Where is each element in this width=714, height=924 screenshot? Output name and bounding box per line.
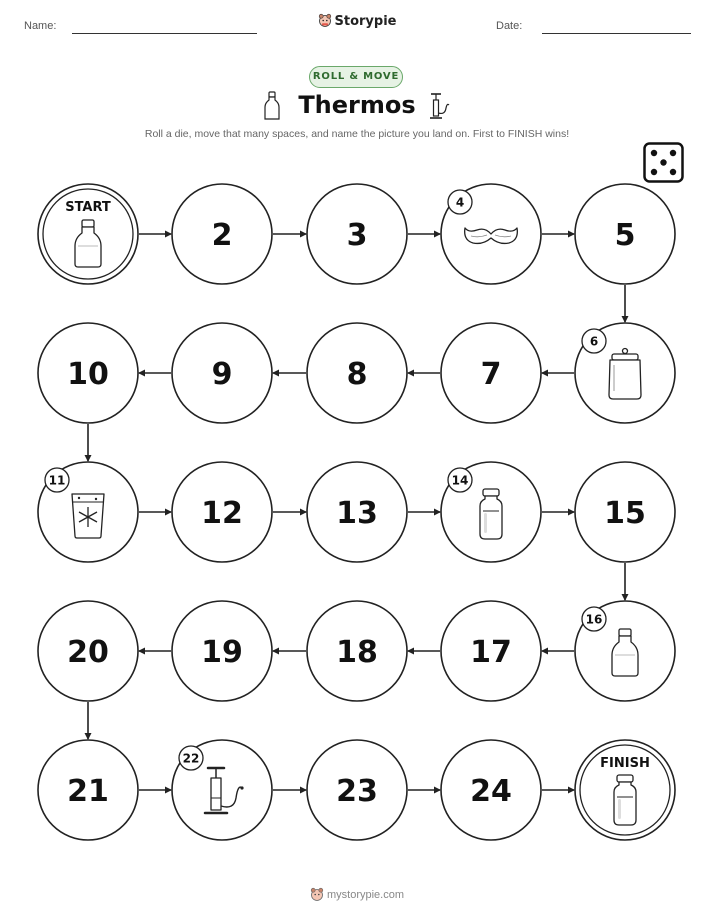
space-number: 17 [470, 635, 512, 670]
space-number: 5 [614, 218, 636, 253]
space-number: 7 [480, 357, 502, 392]
space-number: 19 [201, 635, 243, 670]
start-label: START [65, 200, 111, 215]
board-space-13 [307, 462, 407, 562]
board-space-9 [172, 323, 272, 423]
board-space-15 [575, 462, 675, 562]
space-number: 9 [211, 357, 233, 392]
board-space-25 [575, 740, 675, 840]
board-space-17 [441, 601, 541, 701]
footer-url: mystorypie.com [326, 889, 405, 901]
space-number: 22 [182, 751, 200, 766]
board-space-23 [307, 740, 407, 840]
board-space-24 [441, 740, 541, 840]
space-number: 10 [67, 357, 109, 392]
space-number: 24 [470, 774, 512, 809]
space-number: 2 [211, 218, 233, 253]
page-title: Thermos [298, 91, 416, 119]
footer [0, 887, 714, 901]
glass-jar-icon [609, 349, 641, 400]
board-space-20 [38, 601, 138, 701]
space-number: 8 [346, 357, 368, 392]
game-type-badge: ROLL & MOVE [309, 66, 403, 88]
space-number: 20 [67, 635, 109, 670]
board-space-19 [172, 601, 272, 701]
board-space-10 [38, 323, 138, 423]
space-number: 15 [604, 496, 646, 531]
board-space-7 [441, 323, 541, 423]
space-number: 12 [201, 496, 243, 531]
board-space-2 [172, 184, 272, 284]
space-number: 18 [336, 635, 378, 670]
space-number: 23 [336, 774, 378, 809]
space-number: 6 [589, 334, 599, 349]
brand-name: Storypie [334, 14, 397, 29]
cold-glass-icon [72, 494, 104, 538]
date-label: Date: [496, 20, 523, 32]
finish-label: FINISH [600, 756, 650, 771]
board-space-21 [38, 740, 138, 840]
board-space-11 [38, 462, 138, 562]
space-number: 3 [346, 218, 368, 253]
board-space-18 [307, 601, 407, 701]
space-number: 11 [48, 473, 66, 488]
board-space-1 [38, 184, 138, 284]
board-space-4 [441, 184, 541, 284]
board-space-16 [575, 601, 675, 701]
space-number: 14 [451, 473, 469, 488]
board-space-5 [575, 184, 675, 284]
space-number: 16 [585, 612, 603, 627]
instructions: Roll a die, move that many spaces, and name the picture you land on. First to FINISH wins! [144, 128, 570, 140]
space-number: 13 [336, 496, 378, 531]
space-number: 4 [455, 195, 465, 210]
board-space-22 [172, 740, 272, 840]
board-space-8 [307, 323, 407, 423]
board-space-3 [307, 184, 407, 284]
mascot-icon [310, 887, 324, 901]
space-number: 21 [67, 774, 109, 809]
board-space-14 [441, 462, 541, 562]
board-space-12 [172, 462, 272, 562]
name-label: Name: [24, 20, 57, 32]
board-space-6 [575, 323, 675, 423]
